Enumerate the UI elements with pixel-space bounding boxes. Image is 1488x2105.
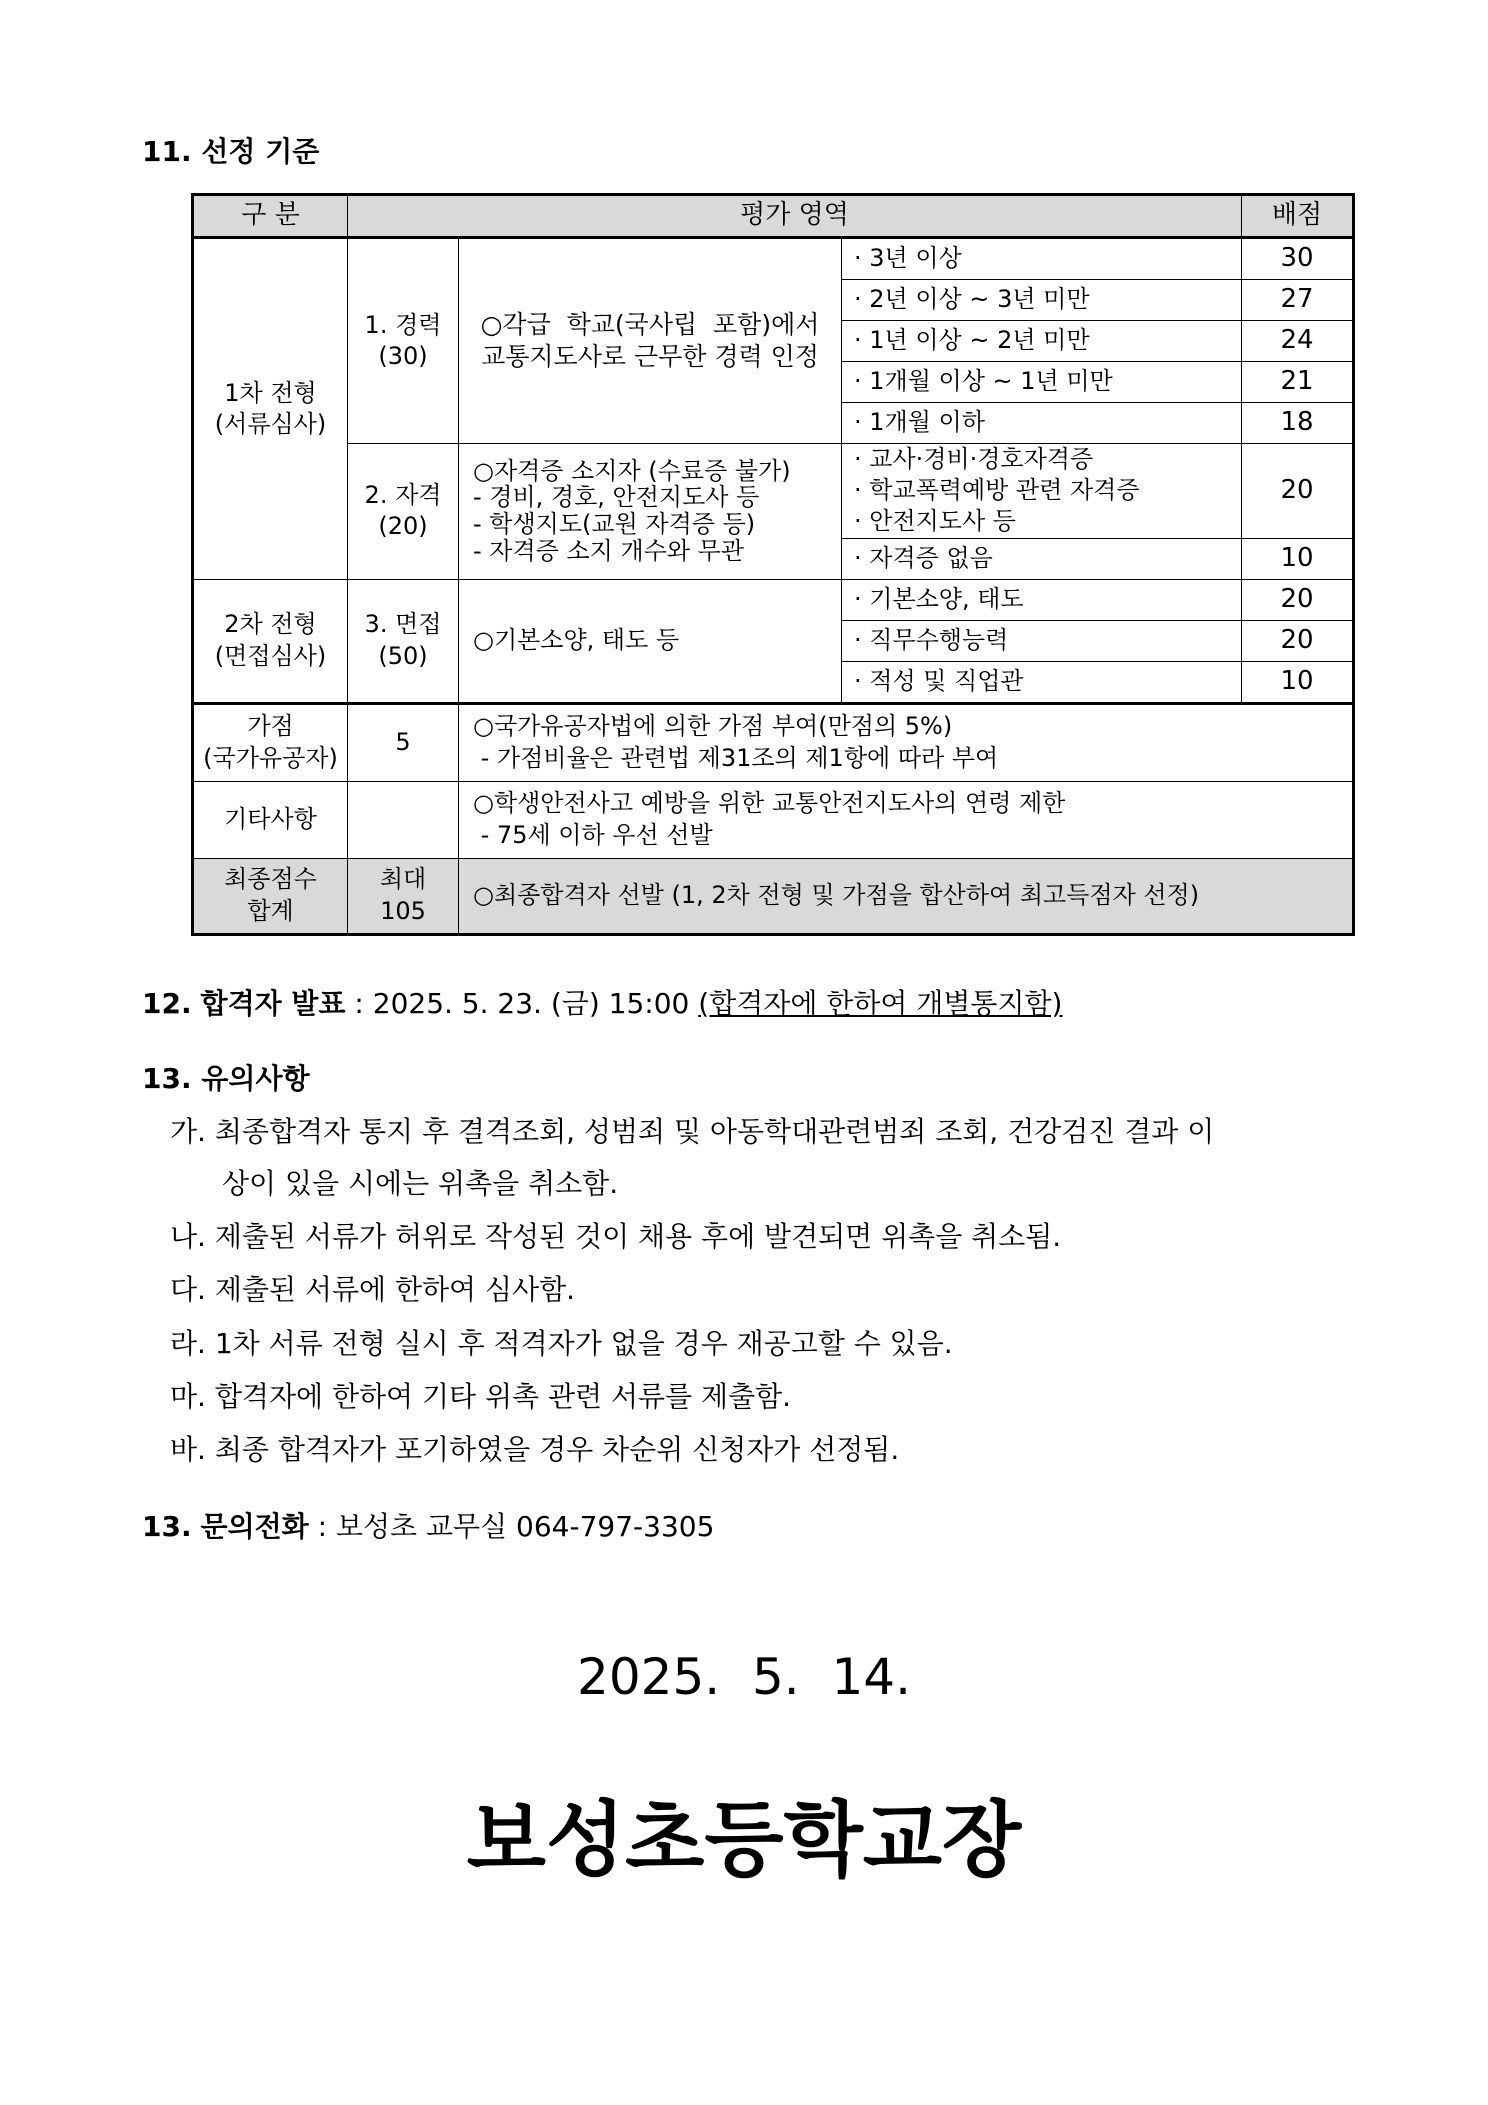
career-item: · 2년 이상 ~ 3년 미만 <box>842 280 1242 321</box>
cert-label: 2. 자격 (20) <box>348 444 459 580</box>
bonus-desc: ○국가유공자법에 의한 가점 부여(만점의 5%) - 가점비율은 관련법 제31조의 제1항에 따라 부여 <box>459 703 1354 781</box>
table-header-row <box>193 195 1354 238</box>
career-desc: ○각급 학교(국사립 포함)에서 교통지도사로 근무한 경력 인정 <box>459 238 842 444</box>
bonus-score: 5 <box>348 703 459 781</box>
contact-phone: 보성초 교무실 064-797-3305 <box>335 1510 715 1543</box>
notice-item: 바. 최종 합격자가 포기하였을 경우 차순위 신청자가 선정됨. <box>170 1433 900 1466</box>
interview-item-score: 20 <box>1242 579 1354 620</box>
career-item: · 1개월 이하 <box>842 403 1242 444</box>
section-12: 12. 합격자 발표 : 2025. 5. 23. (금) 15:00 (합격자에 한하여 개별통지함) <box>142 987 1063 1020</box>
career-item: · 1년 이상 ~ 2년 미만 <box>842 321 1242 362</box>
table-row <box>193 781 1354 858</box>
issue-date: 2025. 5. 14. <box>577 1648 911 1706</box>
table-row <box>193 858 1354 934</box>
interview-item: · 직무수행능력 <box>842 620 1242 661</box>
cert-item: · 자격증 없음 <box>842 538 1242 579</box>
cert-item: · 교사·경비·경호자격증 · 학교폭력예방 관련 자격증 · 안전지도사 등 <box>842 444 1242 539</box>
career-item: · 3년 이상 <box>842 238 1242 280</box>
header-area: 평가 영역 <box>348 195 1242 238</box>
notice-item: 마. 합격자에 한하여 기타 위촉 관련 서류를 제출함. <box>170 1380 792 1413</box>
cert-item-score: 10 <box>1242 538 1354 579</box>
career-item-score: 24 <box>1242 321 1354 362</box>
section-number: 11. <box>142 135 192 168</box>
interview-item: · 적성 및 직업관 <box>842 661 1242 703</box>
total-score: 최대 105 <box>348 858 459 934</box>
section-number: 12. <box>142 987 192 1020</box>
cert-item-score: 20 <box>1242 444 1354 539</box>
section-title: 합격자 발표 <box>200 987 346 1020</box>
section-title: 문의전화 <box>200 1510 309 1543</box>
etc-score <box>348 781 459 858</box>
table-row <box>193 579 1354 620</box>
total-label: 최종점수 합계 <box>193 858 348 934</box>
section-13-heading <box>142 1057 310 1097</box>
career-item-score: 30 <box>1242 238 1354 280</box>
total-desc: ○최종합격자 선발 (1, 2차 전형 및 가점을 합산하여 최고득점자 선정) <box>459 858 1354 934</box>
notice-item-cont: 상이 있을 시에는 위촉을 취소함. <box>222 1167 619 1200</box>
stage1-cell: 1차 전형 (서류심사) <box>193 238 348 580</box>
interview-item: · 기본소양, 태도 <box>842 579 1242 620</box>
notice-item: 가. 최종합격자 통지 후 결격조회, 성범죄 및 아동학대관련범죄 조회, 건강검진 결과 이 <box>170 1115 1215 1148</box>
cert-desc: ○자격증 소지자 (수료증 불가) - 경비, 경호, 안전지도사 등 - 학생지도(교원 자격증 등) - 자격증 소지 개수와 무관 <box>459 444 842 580</box>
bonus-label: 가점 (국가유공자) <box>193 703 348 781</box>
notice-item: 나. 제출된 서류가 허위로 작성된 것이 채용 후에 발견되면 위촉을 취소됨. <box>170 1220 1062 1253</box>
notice-item: 라. 1차 서류 전형 실시 후 적격자가 없을 경우 재공고할 수 있음. <box>170 1327 953 1360</box>
section-number: 13. <box>142 1510 192 1543</box>
section-11-heading <box>142 130 319 170</box>
interview-item-score: 10 <box>1242 661 1354 703</box>
etc-desc: ○학생안전사고 예방을 위한 교통안전지도사의 연령 제한 - 75세 이하 우선 선발 <box>459 781 1354 858</box>
section-contact: 13. 문의전화 : 보성초 교무실 064-797-3305 <box>142 1510 715 1543</box>
announcement-date: 2025. 5. 23. (금) 15:00 <box>372 987 699 1020</box>
issuer-name: 보성초등학교장 <box>466 1793 1022 1888</box>
table-row <box>193 703 1354 781</box>
table-row <box>193 238 1354 280</box>
selection-criteria-table <box>191 193 1355 936</box>
section-title: 선정 기준 <box>201 135 320 168</box>
table-row <box>193 444 1354 539</box>
career-item-score: 21 <box>1242 362 1354 403</box>
career-label: 1. 경력 (30) <box>348 238 459 444</box>
career-item: · 1개월 이상 ~ 1년 미만 <box>842 362 1242 403</box>
stage2-cell: 2차 전형 (면접심사) <box>193 579 348 703</box>
interview-desc: ○기본소양, 태도 등 <box>459 579 842 703</box>
etc-label: 기타사항 <box>193 781 348 858</box>
header-score: 배점 <box>1242 195 1354 238</box>
section-number: 13. <box>142 1062 192 1095</box>
interview-item-score: 20 <box>1242 620 1354 661</box>
header-division: 구 분 <box>193 195 348 238</box>
announcement-note: (합격자에 한하여 개별통지함) <box>698 987 1063 1020</box>
interview-label: 3. 면접 (50) <box>348 579 459 703</box>
notice-item: 다. 제출된 서류에 한하여 심사함. <box>170 1273 576 1306</box>
career-item-score: 18 <box>1242 403 1354 444</box>
career-item-score: 27 <box>1242 280 1354 321</box>
section-title: 유의사항 <box>201 1062 310 1095</box>
